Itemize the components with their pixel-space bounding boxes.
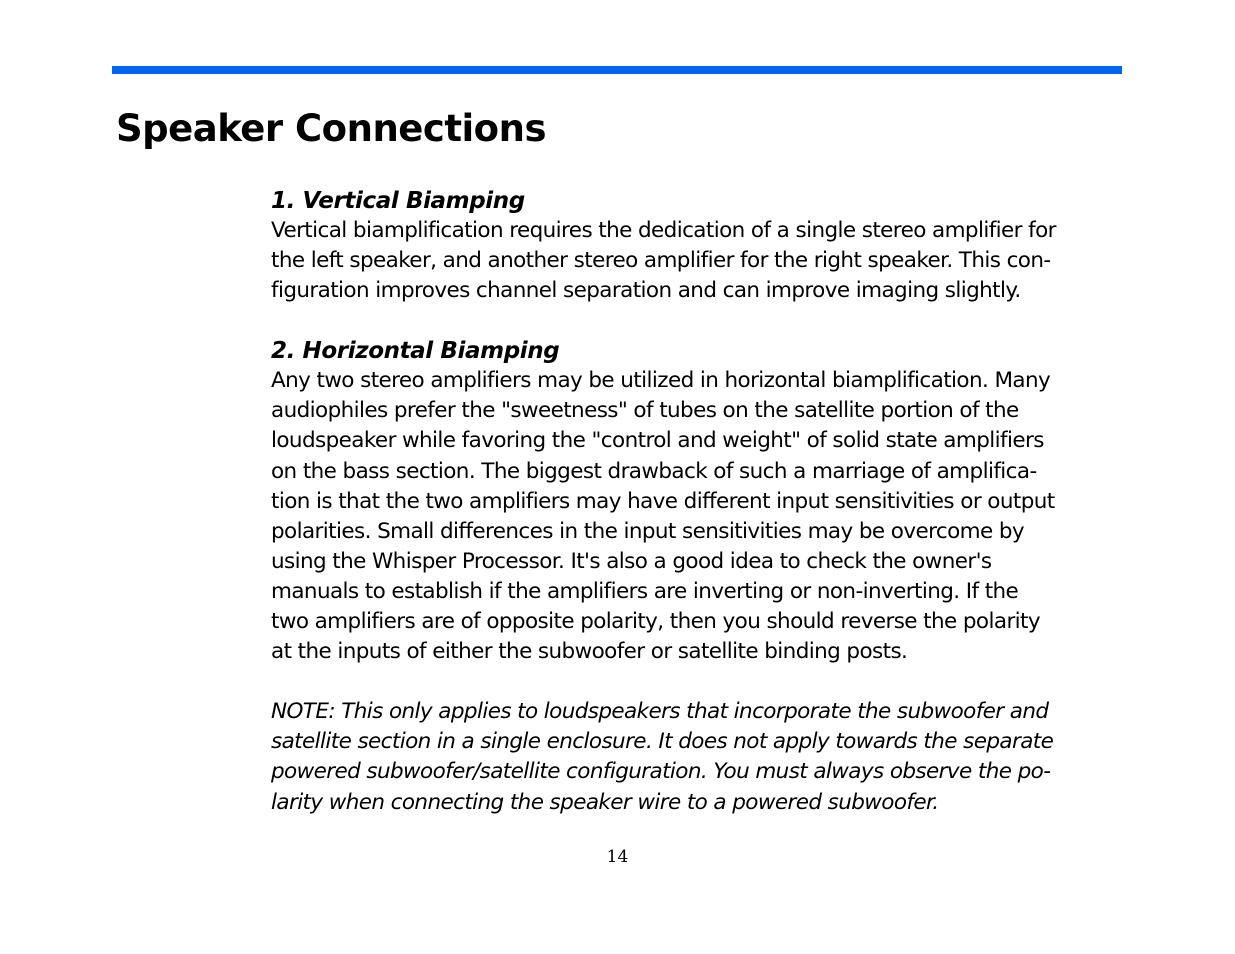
page-number: 14 (606, 847, 629, 867)
section-paragraph (271, 216, 1121, 306)
paragraph-line: polarities. Small differences in the input sensitivities may be overcome by (271, 518, 1024, 544)
paragraph-line: the left speaker, and another stereo amplifier for the right speaker. This con- (271, 248, 1051, 274)
note-line: NOTE: This only applies to loudspeakers that incorporate the subwoofer and (271, 699, 1049, 725)
paragraph-line: manuals to establish if the amplifiers are inverting or non-inverting. If the (271, 578, 1019, 604)
paragraph-spacer (271, 667, 1121, 697)
paragraph-line: at the inputs of either the subwoofer or satellite binding posts. (271, 639, 908, 665)
section-paragraph (271, 366, 1121, 667)
section-heading: 2. Horizontal Biamping (271, 338, 560, 365)
page-content (271, 186, 1121, 818)
paragraph-line: figuration improves channel separation and can improve imaging slightly. (271, 278, 1021, 304)
paragraph-line: tion is that the two amplifiers may have different input sensitivities or output (271, 488, 1055, 514)
paragraph-line: Any two stereo amplifiers may be utilized in horizontal biamplification. Many (271, 368, 1051, 394)
paragraph-line: audiophiles prefer the "sweetness" of tubes on the satellite portion of the (271, 398, 1019, 424)
paragraph-line: loudspeaker while favoring the "control and weight" of solid state amplifiers (271, 428, 1044, 454)
paragraph-line: using the Whisper Processor. It's also a good idea to check the owner's (271, 548, 992, 574)
paragraph-spacer (271, 306, 1121, 336)
section-vertical-biamping (271, 186, 1121, 306)
page-title: Speaker Connections (116, 107, 546, 150)
paragraph-line: Vertical biamplification requires the dedication of a single stereo amplifier for (271, 218, 1056, 243)
note-line: larity when connecting the speaker wire to a powered subwoofer. (271, 789, 939, 815)
header-rule (112, 66, 1122, 74)
paragraph-line: on the bass section. The biggest drawback of such a marriage of amplifica- (271, 458, 1037, 484)
note-line: powered subwoofer/satellite configuration. You must always observe the po- (271, 759, 1051, 785)
paragraph-line: two amplifiers are of opposite polarity, then you should reverse the polarity (271, 609, 1041, 635)
note-paragraph (271, 697, 1121, 817)
note-line: satellite section in a single enclosure. It does not apply towards the separate (271, 729, 1054, 755)
section-heading: 1. Vertical Biamping (271, 188, 525, 214)
section-horizontal-biamping (271, 336, 1121, 667)
